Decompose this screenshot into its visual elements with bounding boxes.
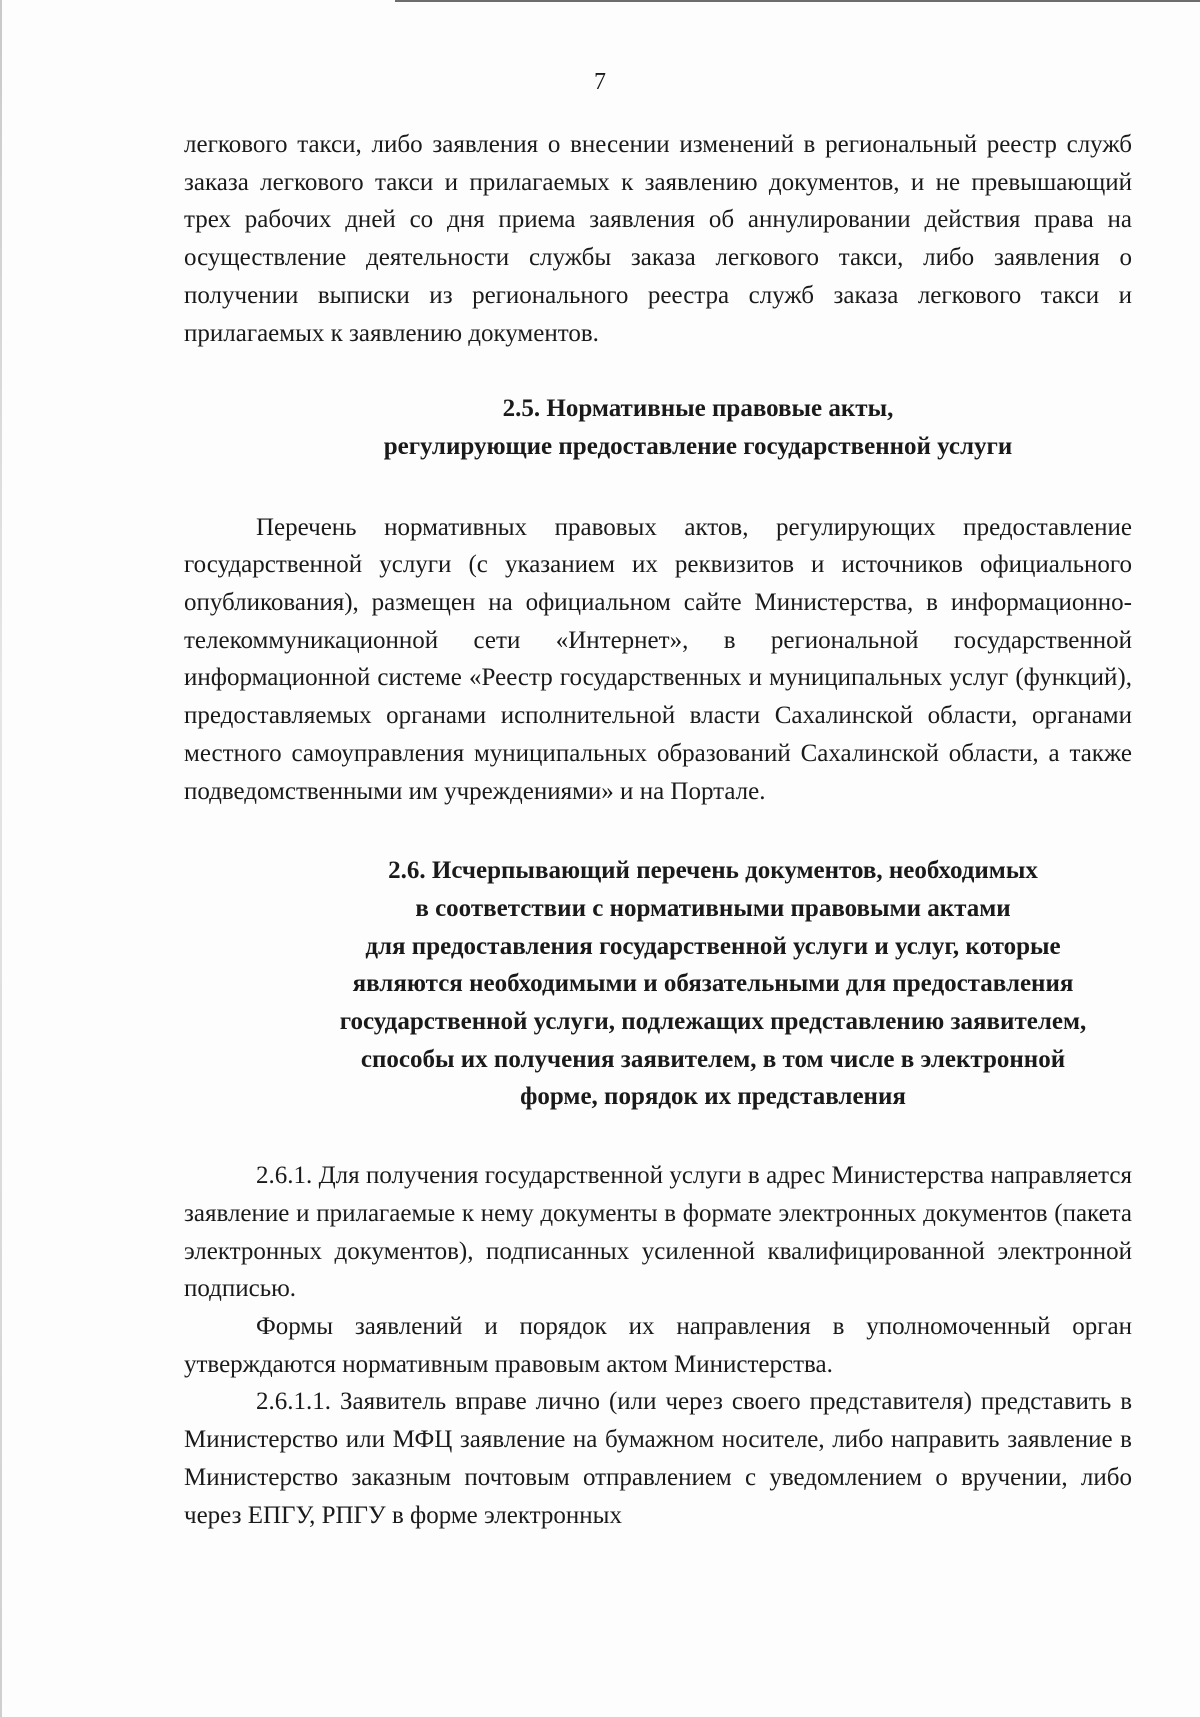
heading-line: государственной услуги, подлежащих представлению заявителем, [339,1008,1087,1036]
scan-top-border [395,0,1200,2]
clause-2-6-1-1: 2.6.1.1. Заявитель вправе лично (или через своего представителя) представить в Министерство или МФЦ заявление на бумажном носителе, либо направить заявление в Министерство заказным почтовым отправлением с уведомлением о вручении, либо через ЕПГУ, РПГУ в форме электронных [184,1388,1132,1529]
forms-paragraph: Формы заявлений и порядок их направления в уполномоченный орган утверждаются нормативным правовым актом Министерства. [184,1312,1132,1378]
section-2-6-heading [184,852,1132,1116]
heading-line: 2.5. Нормативные правовые акты, [502,395,894,423]
document-body [184,126,1132,1534]
heading-line: для предоставления государственной услуги и услуг, которые [365,932,1061,960]
heading-line: форме, порядок их представления [520,1083,906,1111]
section-2-5-heading [184,390,1132,465]
intro-paragraph: легкового такси, либо заявления о внесении изменений в региональный реестр служб заказа легкового такси и прилагаемых к заявлению документов, и не превышающий трех рабочих дней со дня приема заявления об аннулировании действия права на осуществление деятельности службы заказа легкового такси, либо заявления о получении выписки из регионального реестра служб заказа легкового такси и прилагаемых к заявлению документов. [184,131,1132,347]
heading-line: в соответствии с нормативными правовыми актами [415,894,1011,922]
clause-2-6-1: 2.6.1. Для получения государственной услуги в адрес Министерства направляется заявление и прилагаемые к нему документы в формате электронных документов (пакета электронных документов), подписанных усиленной квалифицированной электронной подписью. [184,1162,1132,1303]
heading-line: 2.6. Исчерпывающий перечень документов, необходимых [388,857,1038,885]
heading-line: являются необходимыми и обязательными для предоставления [352,970,1074,998]
section-2-5-paragraph: Перечень нормативных правовых актов, регулирующих предоставление государственной услуги (с указанием их реквизитов и источников официального опубликования), размещен на официальном сайте Министерства, в информационно-телекоммуникационной сети «Интернет», в региональной государственной информационной системе «Реестр государственных и муниципальных услуг (функций), предоставляемых органами исполнительной власти Сахалинской области, органами местного самоуправления муниципальных образований Сахалинской области, а также подведомственными им учреждениями» и на Портале. [184,513,1132,805]
scan-left-edge [0,0,2,1717]
heading-line: способы их получения заявителем, в том числе в электронной [360,1045,1066,1073]
heading-line: регулирующие предоставление государственной услуги [383,432,1013,460]
page-number: 7 [594,69,606,95]
